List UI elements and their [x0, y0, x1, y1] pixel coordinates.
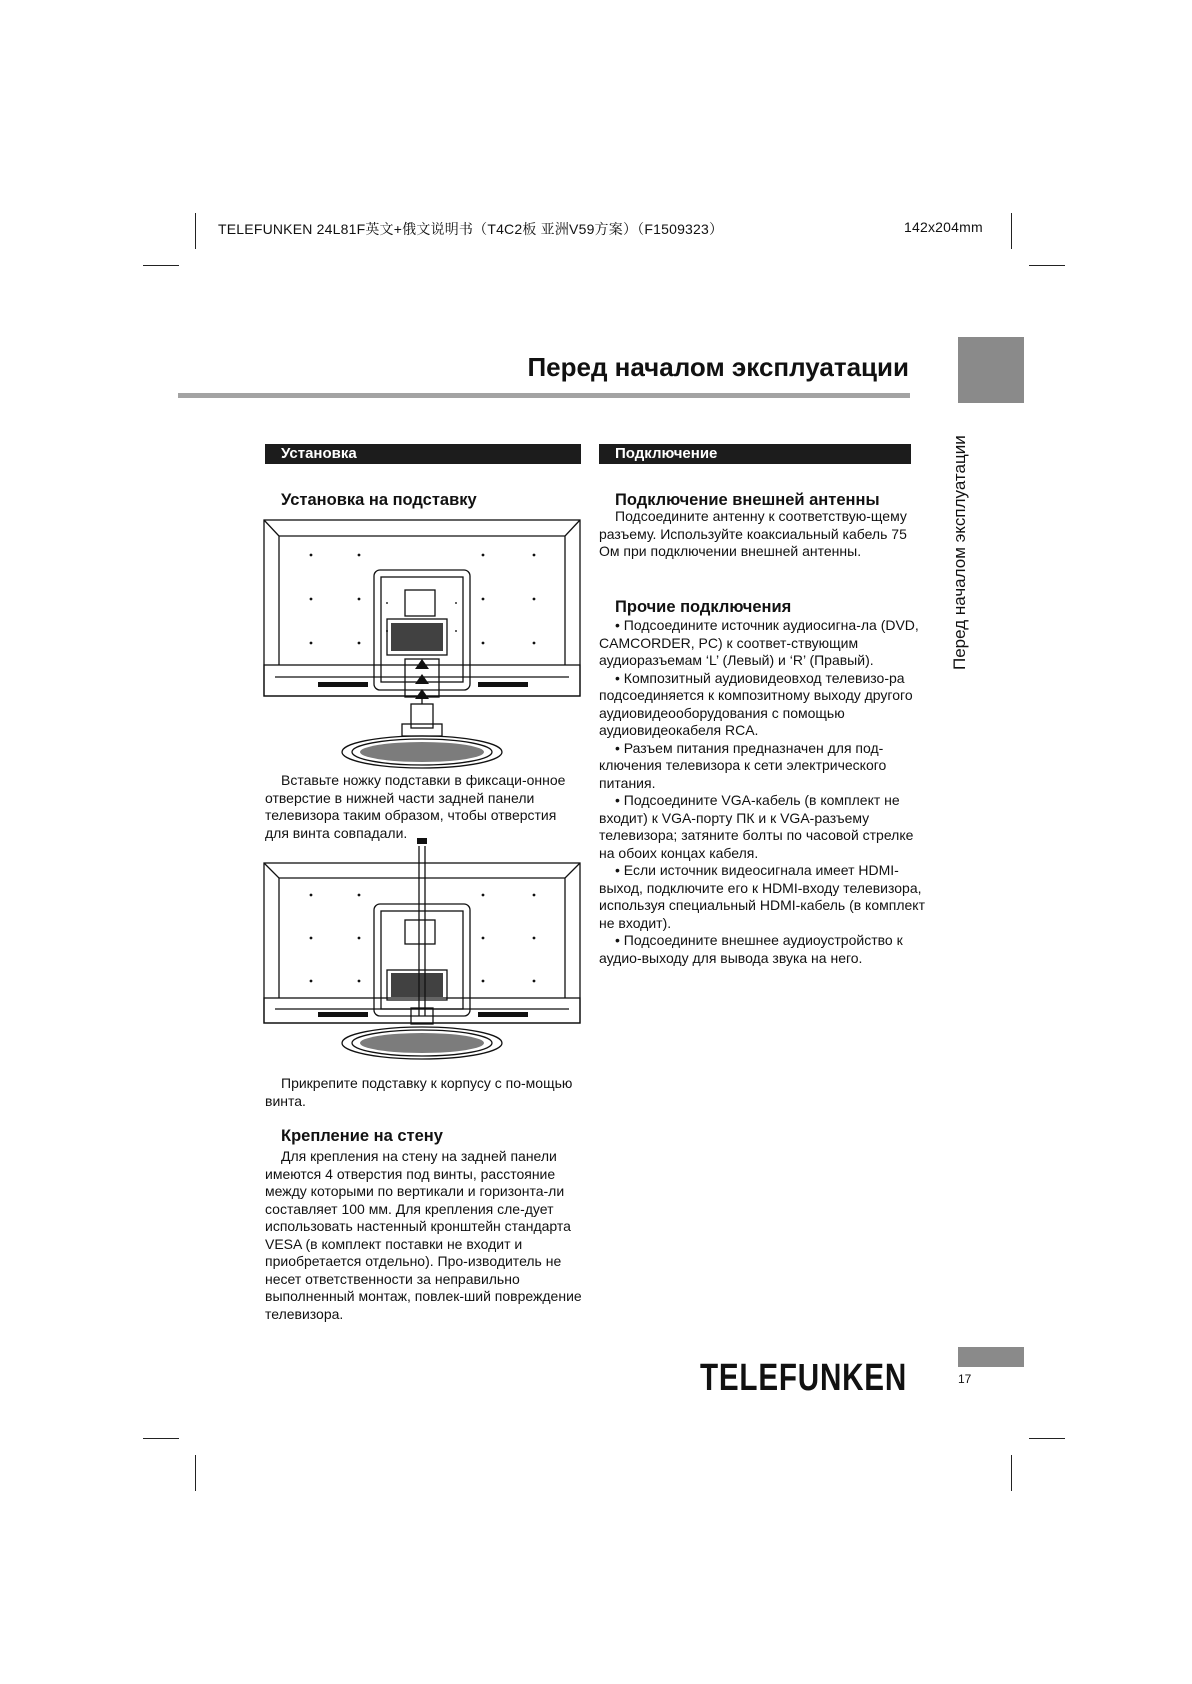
- stand-install-figure: [263, 519, 581, 774]
- side-tab-text: Перед началом эксплуатации: [950, 435, 969, 670]
- list-item: • Композитный аудиовидеовход телевизо-ра подсоединяется к композитному выходу другого аудиовидеооборудования с помощью аудиовидеокабеля RCA.: [599, 669, 913, 738]
- stand-instruction-text: [265, 772, 583, 842]
- crop-mark: [1011, 1455, 1012, 1491]
- stand-text-1: Вставьте ножку подставки в фиксаци-онное отверстие в нижней части задней панели телевизора таким образом, чтобы отверстия для винта совпадали.: [265, 772, 566, 841]
- doc-info-header: TELEFUNKEN 24L81F英文+俄文说明书（T4C2板 亚洲V59方案）（F1509323）: [218, 221, 724, 237]
- wall-mount-text-block: [265, 1148, 583, 1323]
- wall-mount-heading: Крепление на стену: [281, 1127, 443, 1145]
- page-size-label: 142x204mm: [904, 219, 983, 235]
- list-item: • Подсоедините VGA-кабель (в комплект не входит) к VGA-порту ПК и к VGA-разъему телевизора; затяните болты по часовой стрелке на обоих концах кабеля.: [599, 792, 914, 861]
- other-connections-list: [599, 617, 929, 967]
- page-number-marker: [958, 1347, 1024, 1367]
- screw-install-figure: [263, 838, 581, 1068]
- side-tab-marker: [958, 337, 1024, 403]
- list-item: • Разъем питания предназначен для под-ключения телевизора к сети электрического питания.: [599, 739, 887, 791]
- brand-logo: TELEFUNKEN: [700, 1357, 908, 1399]
- crop-mark: [195, 213, 196, 249]
- other-connections-heading: Прочие подключения: [615, 598, 792, 616]
- section-bar-connection: Подключение: [599, 444, 911, 464]
- list-item: • Подсоедините источник аудиосигна-ла (DVD, CAMCORDER, PC) к соответ-ствующим аудиоразъемам ‘L’ (Левый) и ‘R’ (Правый).: [599, 617, 919, 668]
- crop-mark: [195, 1455, 196, 1491]
- antenna-text-block: [599, 508, 911, 561]
- crop-mark: [1029, 1438, 1065, 1439]
- crop-mark: [143, 1438, 179, 1439]
- stand-text-2: Прикрепите подставку к корпусу с по-мощью винта.: [265, 1075, 573, 1109]
- crop-mark: [1029, 265, 1065, 266]
- screw-instruction-text: [265, 1075, 583, 1110]
- crop-mark: [1011, 213, 1012, 249]
- page-number: 17: [958, 1372, 972, 1386]
- list-item: • Подсоедините внешнее аудиоустройство к аудио-выходу для вывода звука на него.: [599, 932, 903, 966]
- title-rule: [178, 393, 910, 398]
- stand-heading: Установка на подставку: [281, 491, 477, 509]
- page-title: Перед началом эксплуатации: [527, 352, 909, 382]
- section-bar-installation: Установка: [265, 444, 581, 464]
- list-item: • Если источник видеосигнала имеет HDMI-выход, подключите его к HDMI-входу телевизора, используя специальный HDMI-кабель (в комплект не входит).: [599, 862, 925, 931]
- wall-mount-text: Для крепления на стену на задней панели имеются 4 отверстия под винты, расстояние между которыми по вертикали и горизонта-ли составляет 100 мм. Для крепления сле-дует использовать настенный кронштейн стандарта VESA (в комплект поставки не входит и приобретается отдельно). Про-изводитель не несет ответственности за неправильно выполненный монтаж, повлек-ший повреждение телевизора.: [265, 1148, 582, 1322]
- antenna-text: Подсоедините антенну к соответствую-щему разъему. Используйте коаксиальный кабель 75 Ом при подключении внешней антенны.: [599, 508, 907, 559]
- antenna-heading: Подключение внешней антенны: [615, 491, 880, 509]
- crop-mark: [143, 265, 179, 266]
